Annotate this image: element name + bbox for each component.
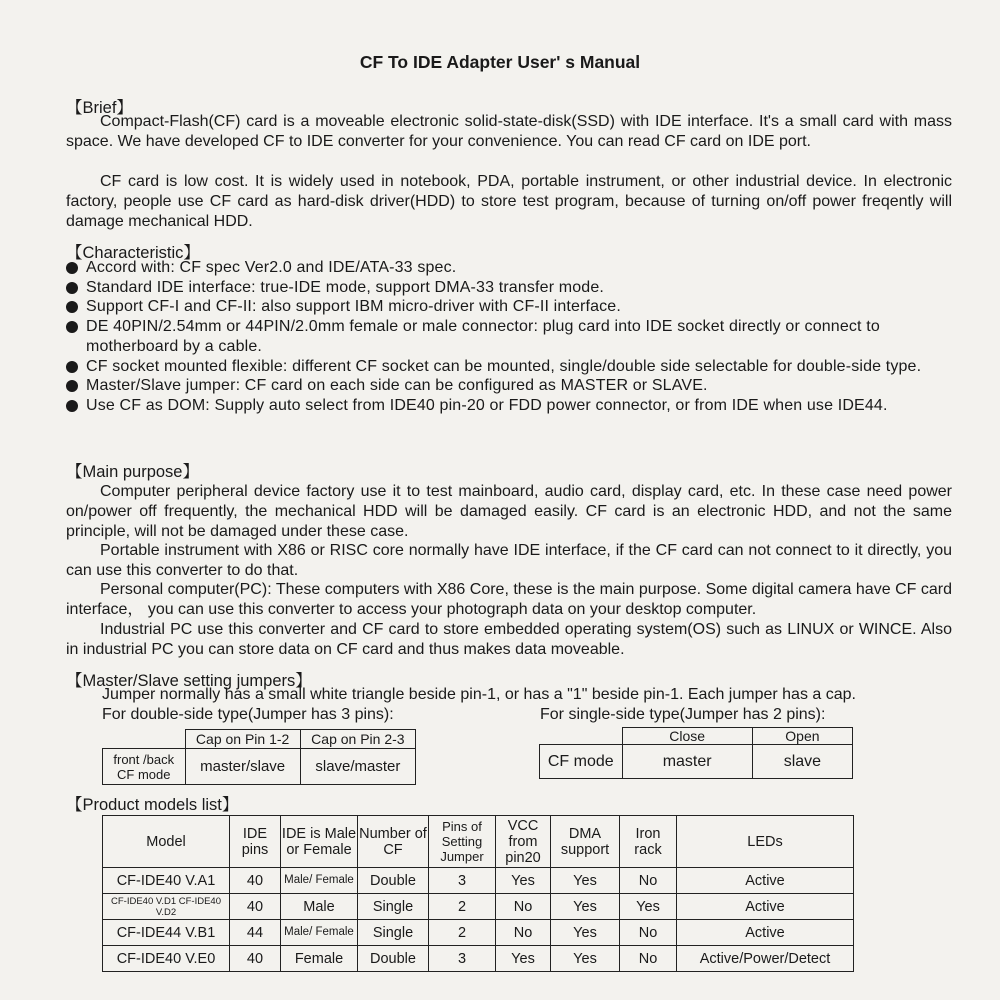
column-header: VCC from pin20 — [496, 816, 551, 868]
table-row: CF-IDE40 V.E0 40 Female Double 3 Yes Yes No Active/Power/Detect — [103, 946, 854, 972]
bullet-icon — [66, 380, 78, 392]
bullet-icon — [66, 361, 78, 373]
main-purpose-paragraph-4: Industrial PC use this converter and CF card to store embedded operating system(OS) such as LINUX or WINCE. Also in industrial PC you can store data on CF card and thus makes data moveable. — [66, 621, 952, 658]
row-label: front /back CF mode — [103, 749, 186, 785]
main-purpose-heading: 【Main purpose】 — [66, 463, 199, 481]
characteristic-list — [66, 258, 952, 416]
column-header: Close — [622, 728, 752, 745]
bullet-icon — [66, 262, 78, 274]
table-cell: master/slave — [185, 749, 300, 785]
column-header: DMA support — [551, 816, 620, 868]
column-header: LEDs — [677, 816, 854, 868]
main-purpose-paragraph-3: Personal computer(PC): These computers with X86 Core, these is the main purpose. Some digital camera have CF card interface， you can use this converter to access your photograph data on your desktop computer. — [66, 581, 952, 618]
column-header: IDE pins — [230, 816, 281, 868]
table-row: CF-IDE44 V.B1 44 Male/ Female Single 2 No Yes No Active — [103, 920, 854, 946]
brief-paragraph-2: CF card is low cost. It is widely used in notebook, PDA, portable instrument, or other industrial device. In electronic factory, people use CF card as hard-disk driver(HDD) to store test program, because of turning on/off power freqently will damage mechanical HDD. — [66, 173, 952, 230]
product-models-table — [102, 815, 854, 972]
list-item: Use CF as DOM: Supply auto select from IDE40 pin-20 or FDD power connector, or from IDE when use IDE44. — [66, 396, 952, 416]
table-row: CF-IDE40 V.A1 40 Male/ Female Double 3 Yes Yes No Active — [103, 868, 854, 894]
jumpers-heading: 【Master/Slave setting jumpers】 — [66, 672, 312, 690]
models-heading: 【Product models list】 — [66, 796, 239, 814]
bullet-icon — [66, 282, 78, 294]
column-header: Number of CF — [358, 816, 429, 868]
brief-heading: 【Brief】 — [66, 99, 133, 117]
double-side-label: For double-side type(Jumper has 3 pins): — [102, 706, 394, 723]
column-header: Pins of Setting Jumper — [429, 816, 496, 868]
column-header: Iron rack — [620, 816, 677, 868]
column-header: IDE is Male or Female — [281, 816, 358, 868]
single-side-jumper-table — [539, 727, 853, 779]
table-cell: slave — [752, 745, 852, 779]
list-item: Standard IDE interface: true-IDE mode, support DMA-33 transfer mode. — [66, 278, 952, 298]
column-header: Cap on Pin 2-3 — [300, 730, 415, 749]
jumpers-intro: Jumper normally has a small white triangle beside pin-1, or has a "1" beside pin-1. Each jumper has a cap. — [102, 686, 856, 703]
table-row: CF-IDE40 V.D1 CF-IDE40 V.D2 40 Male Single 2 No Yes Yes Active — [103, 894, 854, 920]
bullet-icon — [66, 321, 78, 333]
list-item: Support CF-I and CF-II: also support IBM micro-driver with CF-II interface. — [66, 297, 952, 317]
column-header: Model — [103, 816, 230, 868]
table-cell: master — [622, 745, 752, 779]
list-item: CF socket mounted flexible: different CF socket can be mounted, single/double side selectable for double-side type. — [66, 357, 952, 377]
main-purpose-paragraph-1: Computer peripheral device factory use it to test mainboard, audio card, display card, etc. In these case need power on/power off frequently, the mechanical HDD will be damaged easily. CF card is an electronic HDD, and not the same principle, will not be damaged under these case. — [66, 483, 952, 540]
page-title: CF To IDE Adapter User' s Manual — [359, 52, 641, 72]
main-purpose-paragraph-2: Portable instrument with X86 or RISC core normally have IDE interface, if the CF card can not connect to it directly, you can use this converter to do that. — [66, 542, 952, 579]
list-item: DE 40PIN/2.54mm or 44PIN/2.0mm female or male connector: plug card into IDE socket directly or connect to motherboard by a cable. — [66, 317, 952, 356]
table-cell: slave/master — [300, 749, 415, 785]
brief-paragraph-1: Compact-Flash(CF) card is a moveable electronic solid-state-disk(SSD) with IDE interface. It's a small card with mass space. We have developed CF to IDE converter for your convenience. You can read CF card on IDE port. — [66, 113, 952, 150]
single-side-label: For single-side type(Jumper has 2 pins): — [540, 706, 826, 723]
row-label: CF mode — [540, 745, 623, 779]
bullet-icon — [66, 400, 78, 412]
list-item: Master/Slave jumper: CF card on each side can be configured as MASTER or SLAVE. — [66, 376, 952, 396]
column-header: Open — [752, 728, 852, 745]
bullet-icon — [66, 301, 78, 313]
list-item: Accord with: CF spec Ver2.0 and IDE/ATA-33 spec. — [66, 258, 952, 278]
characteristic-heading: 【Characteristic】 — [66, 244, 200, 262]
column-header: Cap on Pin 1-2 — [185, 730, 300, 749]
double-side-jumper-table — [102, 729, 416, 785]
